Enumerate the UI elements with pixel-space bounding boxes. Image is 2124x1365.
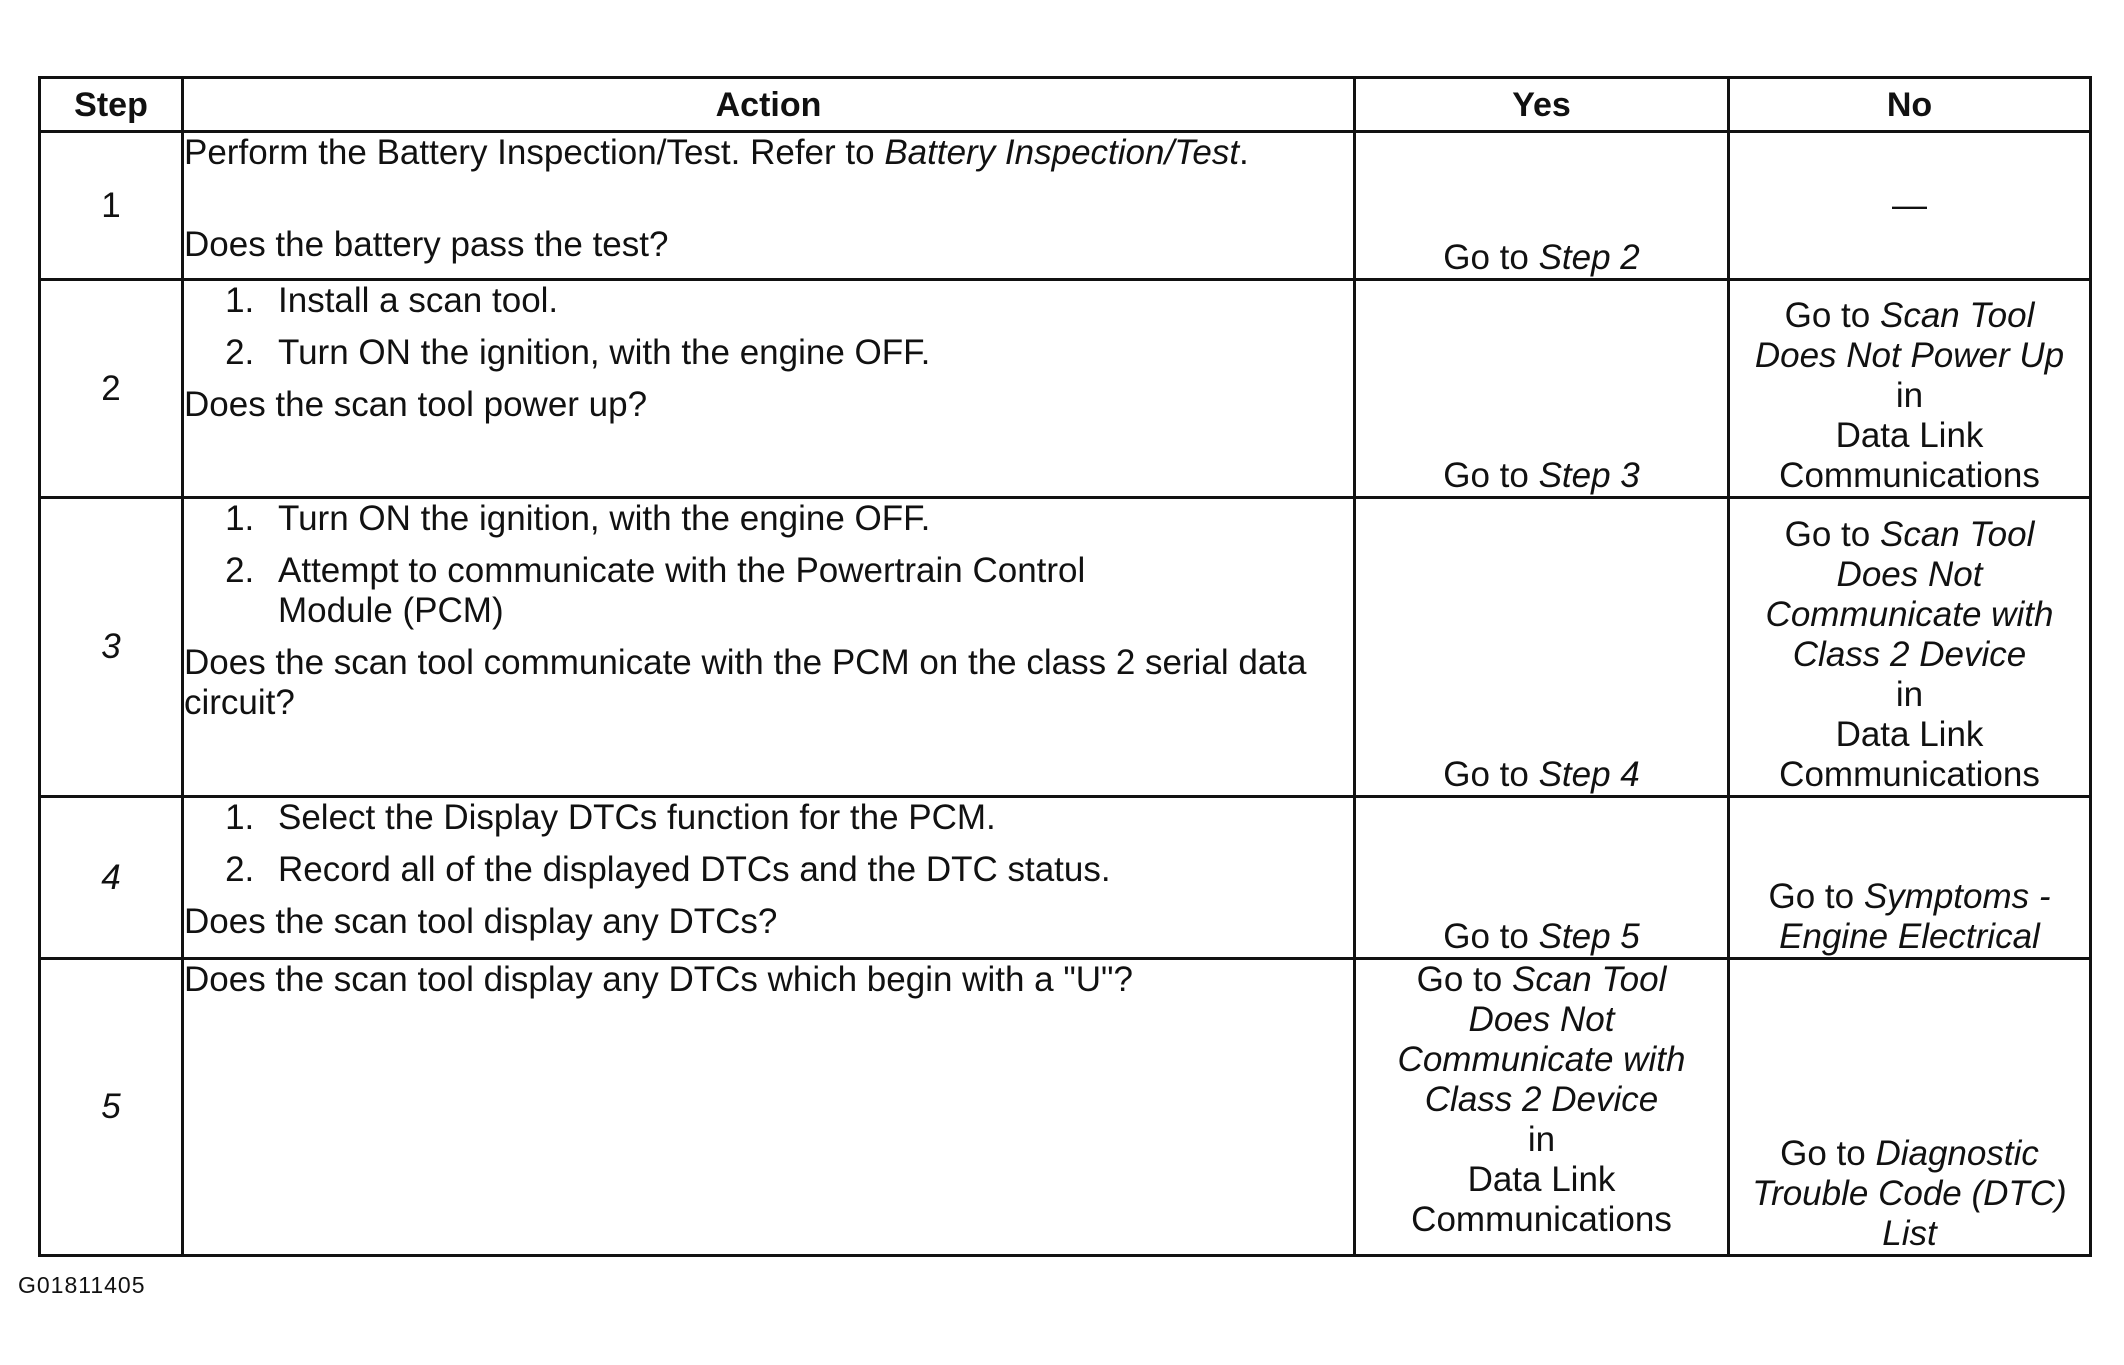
no-reference-block [1730,515,2089,675]
action-instruction [184,133,1353,173]
action-question: Does the scan tool display any DTCs which begin with a "U"? [184,960,1133,999]
go-to-text: Go to [1443,917,1539,956]
action-question: Does the battery pass the test? [184,225,669,264]
no-cell [1729,132,2091,280]
no-reference-block [1730,1134,2089,1254]
substep-list [184,499,1353,631]
table-row [40,498,2091,797]
go-to-text: Go to [1784,296,1880,335]
header-yes: Yes [1355,78,1729,132]
yes-reference-block [1356,960,1727,1120]
step-number: 4 [101,857,121,897]
yes-reference: Step 4 [1538,755,1640,794]
no-cell [1729,797,2091,959]
yes-cell [1355,280,1729,498]
go-to-text: Go to [1443,238,1539,277]
header-step: Step [40,78,183,132]
yes-cell [1355,498,1729,797]
step-cell [40,959,183,1256]
step-number: 2 [101,368,121,408]
no-reference: Symptoms - [1863,877,2051,916]
action-cell [183,797,1355,959]
step-cell [40,797,183,959]
no-reference-continued: Engine Electrical [1779,917,2040,956]
yes-cell [1355,132,1729,280]
go-to-text: Go to [1443,755,1539,794]
yes-cell [1355,959,1729,1256]
no-cell [1729,959,2091,1256]
no-cell [1729,498,2091,797]
step-cell [40,498,183,797]
in-text: in [1895,376,1924,415]
yes-cell [1355,797,1729,959]
no-dash: — [1892,185,1927,225]
diagnostic-table [38,76,2092,1257]
step-cell [40,132,183,280]
go-to-text: Go to [1780,1134,1876,1173]
table-row [40,280,2091,498]
substep-item: 1. Select the Display DTCs function for the PCM. [264,798,1353,838]
in-text: in [1527,1120,1556,1159]
table-row [40,959,2091,1256]
section-name: Data Link Communications [1779,715,2040,794]
no-reference: Scan Tool Does Not Power Up [1754,296,2065,375]
go-to-text: Go to [1768,877,1864,916]
header-no: No [1729,78,2091,132]
step-cell [40,280,183,498]
action-cell [183,280,1355,498]
table-row [40,797,2091,959]
step-number: 1 [101,185,121,225]
no-reference: Diagnostic Trouble Code (DTC) List [1752,1134,2067,1253]
go-to-text: Go to [1443,456,1539,495]
action-question: Does the scan tool display any DTCs? [184,902,778,941]
instruction-text: Perform the Battery Inspection/Test. Refer to [184,133,885,172]
substep-item: 1. Turn ON the ignition, with the engine OFF. [264,499,1353,539]
yes-reference: Step 3 [1538,456,1640,495]
no-reference: Scan Tool Does Not Communicate with Class 2 Device [1765,515,2054,674]
step-number: 3 [101,627,121,666]
substep-item: 2. Record all of the displayed DTCs and the DTC status. [264,850,1353,890]
action-question: Does the scan tool power up? [184,385,648,424]
substep-item: 2. Turn ON the ignition, with the engine OFF. [264,333,1353,373]
action-cell [183,132,1355,280]
yes-reference: Step 2 [1538,238,1640,277]
instruction-end: . [1239,133,1249,172]
go-to-text: Go to [1784,515,1880,554]
no-reference-block [1730,296,2089,376]
section-name: Data Link Communications [1779,416,2040,495]
header-action: Action [183,78,1355,132]
action-question: Does the scan tool communicate with the PCM on the class 2 serial data circuit? [184,643,1307,722]
no-reference-block [1730,877,2089,917]
figure-id: G01811405 [18,1272,146,1298]
substep-list [184,798,1353,890]
no-cell [1729,280,2091,498]
substep-list [184,281,1353,373]
header-row [40,78,2091,132]
yes-reference: Step 5 [1538,917,1640,956]
step-number: 5 [101,1087,121,1126]
substep-item: 2. Attempt to communicate with the Powertrain Control Module (PCM) [264,551,1353,631]
in-text: in [1895,675,1924,714]
action-cell [183,959,1355,1256]
substep-item: 1. Install a scan tool. [264,281,1353,321]
diagnostic-table-container [38,76,2089,1257]
reference-link: Battery Inspection/Test [884,133,1240,172]
yes-reference: Scan Tool Does Not Communicate with Class 2 Device [1397,960,1686,1119]
table-row [40,132,2091,280]
section-name: Data Link Communications [1411,1160,1672,1239]
action-cell [183,498,1355,797]
go-to-text: Go to [1416,960,1512,999]
